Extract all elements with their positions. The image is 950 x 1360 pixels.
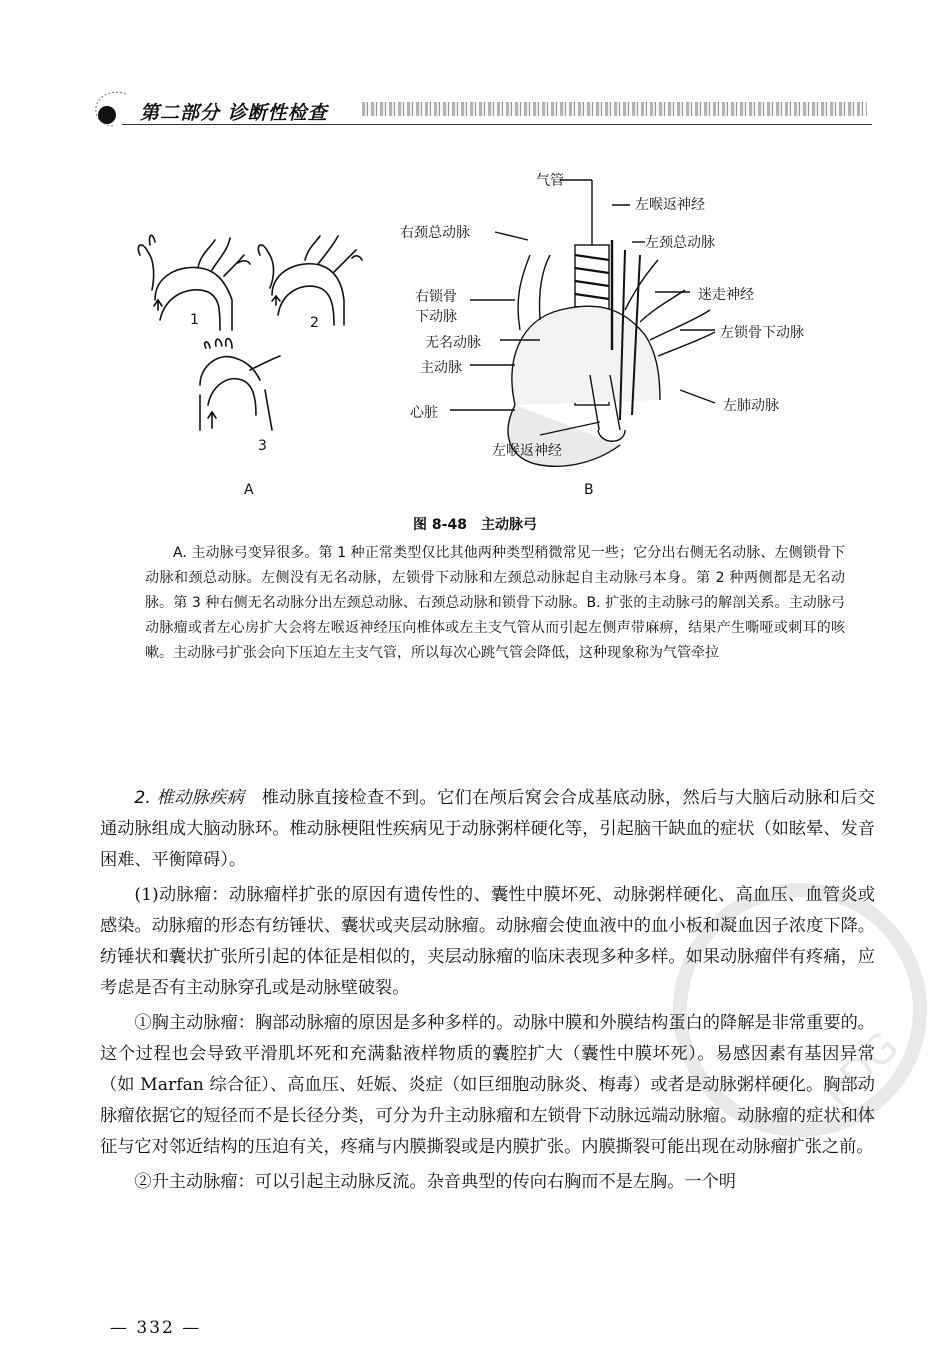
label-left-recurrent-laryngeal-nerve-top: 左喉返神经 xyxy=(635,197,705,213)
variant-number-3: 3 xyxy=(258,438,267,454)
label-left-subclavian: 左锁骨下动脉 xyxy=(720,325,804,341)
label-right-subclavian-line1: 右锁骨 xyxy=(415,289,457,305)
header-decorative-band xyxy=(362,102,867,116)
header-bullet-icon xyxy=(98,106,116,124)
header-rule xyxy=(122,124,872,125)
paragraph-ascending-aneurysm: ②升主动脉瘤：可以引起主动脉反流。杂音典型的传向右胸而不是左胸。一个明 xyxy=(134,1172,736,1192)
variant-number-2: 2 xyxy=(310,315,319,331)
figure-caption-title: 图 8-48 主动脉弓 xyxy=(413,517,537,533)
paragraph-thoracic-aneurysm: ①胸主动脉瘤：胸部动脉瘤的原因是多种多样的。动脉中膜和外膜结构蛋白的降解是非常重要的。这个过程也会导致平滑肌坏死和充满黏液样物质的囊腔扩大（囊性中膜坏死）。易感因素有基因异常（如 Marfan 综合征）、高血压、妊娠、炎症（如巨细胞动脉炎、梅毒）或者是动脉粥样硬化。胸部动脉瘤依据它的短径而不是长径分类，可分为升主动脉瘤和左锁骨下动脉远端动脉瘤。动脉瘤的症状和体征与它对邻近结构的压迫有关，疼痛与内膜撕裂或是内膜扩张。内膜撕裂可能出现在动脉瘤扩张之前。 xyxy=(100,1013,875,1157)
label-right-common-carotid: 右颈总动脉 xyxy=(400,225,470,241)
label-trachea: 气管 xyxy=(536,173,564,189)
running-header xyxy=(92,88,872,128)
watermark-text: PDG xyxy=(814,1023,908,1118)
page-number: — 332 — xyxy=(110,1318,202,1338)
figure-caption-body: A. 主动脉弓变异很多。第 1 种正常类型仅比其他两种类型稍微常见一些；它分出右侧无名动脉、左侧锁骨下动脉和颈总动脉。左侧没有无名动脉，左锁骨下动脉和左颈总动脉起自主动脉弓本身。第 2 种两侧都是无名动脉。第 3 种右侧无名动脉分出左颈总动脉、右颈总动脉和锁骨下动脉。B. 扩张的主动脉弓的解剖关系。主动脉弓动脉瘤或者左心房扩大会将左喉返神经压向椎体或左主支气管从而引起左侧声带麻痹，结果产生嘶哑或刺耳的咳嗽。主动脉弓扩张会向下压迫左主支气管，所以每次心跳气管会降低，这种现象称为气管牵拉 xyxy=(145,545,845,661)
label-heart: 心脏 xyxy=(410,405,438,421)
variant-number-1: 1 xyxy=(190,312,199,328)
label-left-pulmonary-artery: 左肺动脉 xyxy=(723,398,779,414)
label-vagus-nerve: 迷走神经 xyxy=(698,287,754,303)
label-left-recurrent-laryngeal-nerve-bottom: 左喉返神经 xyxy=(492,443,562,459)
label-innominate: 无名动脉 xyxy=(425,335,481,351)
label-aorta: 主动脉 xyxy=(420,360,462,376)
paragraph-vertebral-artery-text: 椎动脉直接检查不到。它们在颅后窝会合成基底动脉，然后与大脑后动脉和后交通动脉组成大脑动脉环。椎动脉梗阻性疾病见于动脉粥样硬化等，引起脑干缺血的症状（如眩晕、发音困难、平衡障碍）。 xyxy=(100,788,875,870)
figure-aortic-arch xyxy=(120,160,840,505)
panel-b-label: B xyxy=(584,482,594,498)
header-title: 第二部分 诊断性检查 xyxy=(140,102,328,124)
paragraph-aneurysm: (1)动脉瘤：动脉瘤样扩张的原因有遗传性的、囊性中膜坏死、动脉粥样硬化、高血压、血管炎或感染。动脉瘤的形态有纺锤状、囊状或夹层动脉瘤。动脉瘤会使血液中的血小板和凝血因子浓度下降。纺锤状和囊状扩张所引起的体征是相似的，夹层动脉瘤的临床表现多种多样。如果动脉瘤伴有疼痛，应考虑是否有主动脉穿孔或是动脉壁破裂。 xyxy=(100,885,875,998)
panel-a-label: A xyxy=(244,482,254,498)
body-text xyxy=(100,783,875,1202)
label-right-subclavian-line2: 下动脉 xyxy=(415,309,457,325)
label-left-common-carotid: 左颈总动脉 xyxy=(645,235,715,251)
paragraph-vertebral-artery xyxy=(100,783,875,876)
section-heading-vertebral-artery: 2. 椎动脉疾病 xyxy=(134,788,245,808)
